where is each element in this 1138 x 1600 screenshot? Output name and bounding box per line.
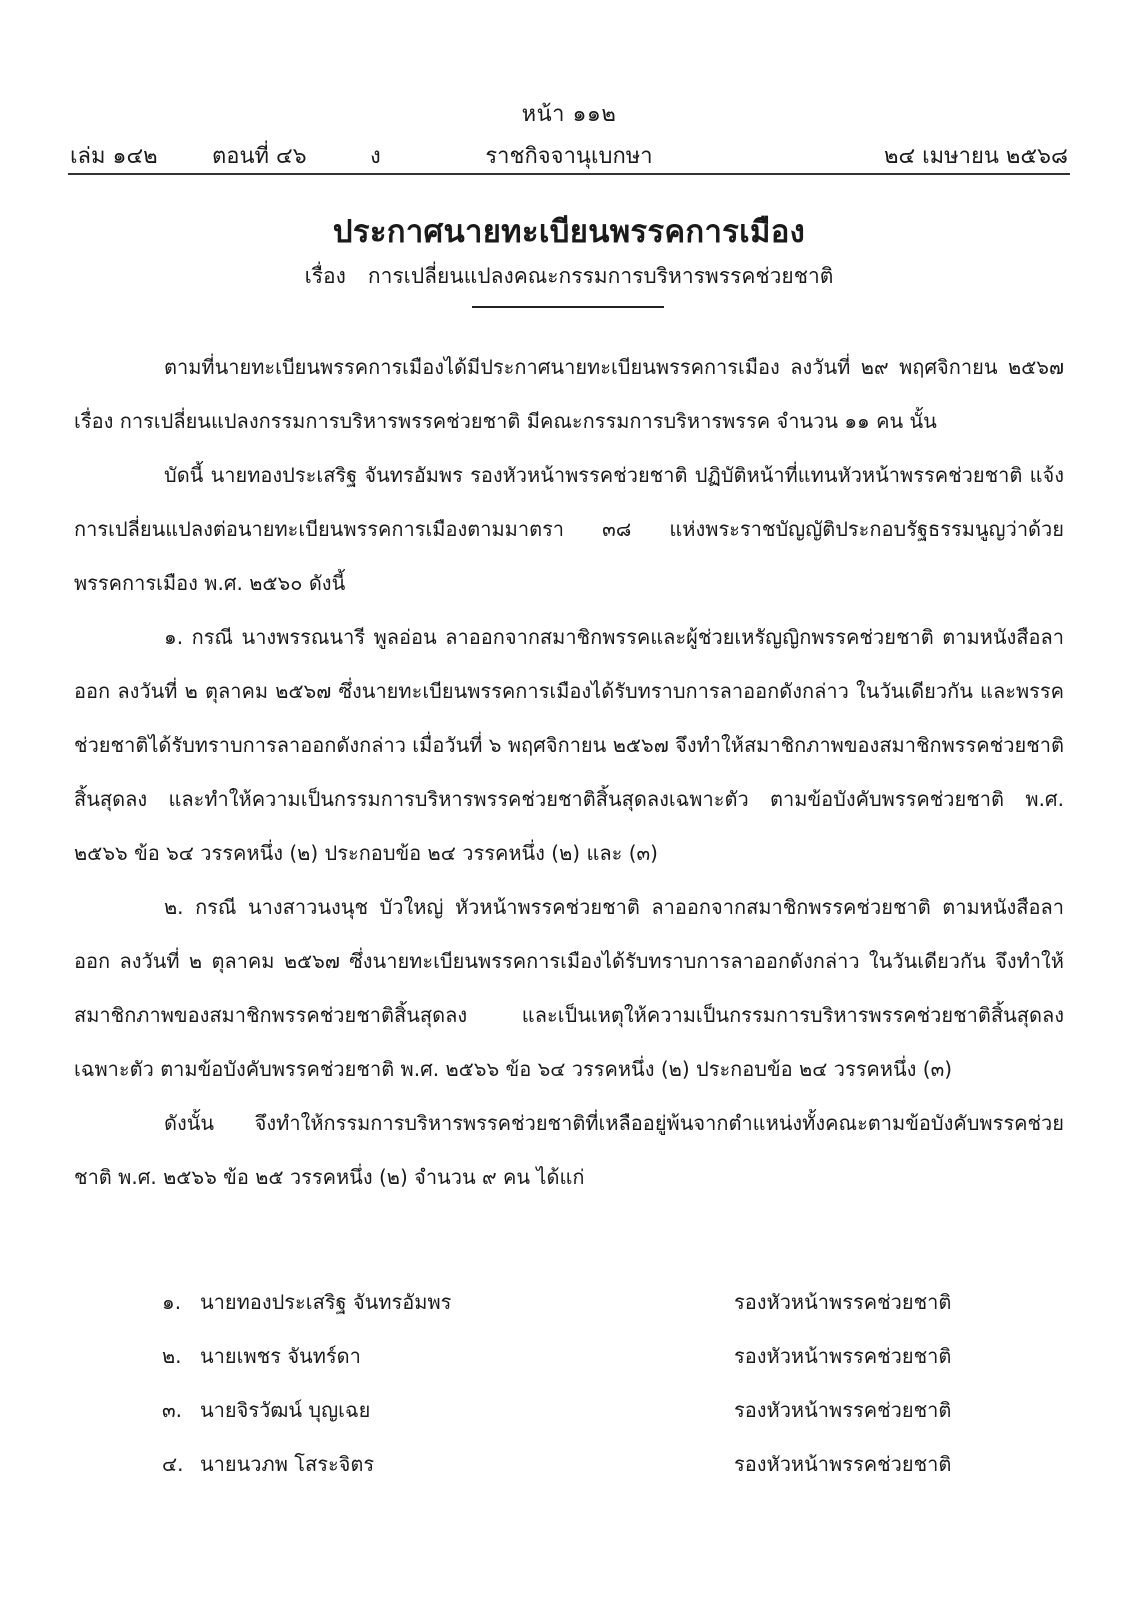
member-number: ๔.	[162, 1452, 184, 1476]
gazette-name: ราชกิจจานุเบกษา	[485, 144, 653, 169]
paragraph-conclusion: ดังนั้น จึงทำให้กรรมการบริหารพรรคช่วยชาติที่เหลืออยู่พ้นจากตำแหน่งทั้งคณะตามข้อบังคับพรรคช่วยชาติ พ.ศ. ๒๕๖๖ ข้อ ๒๕ วรรคหนึ่ง (๒) จำนวน ๙ คน ได้แก่	[74, 1111, 1064, 1189]
list-item	[0, 1448, 1138, 1488]
volume-number: เล่ม ๑๔๒	[70, 144, 158, 169]
issue-number: ตอนที่ ๔๖	[212, 144, 307, 169]
member-number: ๒.	[162, 1344, 182, 1368]
title-divider	[472, 306, 664, 308]
announcement-body	[74, 340, 1064, 1204]
member-name: นายทองประเสริฐ จันทรอัมพร	[200, 1290, 452, 1314]
subject-label: เรื่อง	[304, 264, 346, 288]
member-position: รองหัวหน้าพรรคช่วยชาติ	[734, 1290, 952, 1314]
member-name: นายจิรวัฒน์ บุญเฉย	[200, 1398, 371, 1422]
section-letter: ง	[370, 144, 381, 169]
header-divider	[68, 173, 1070, 175]
member-position: รองหัวหน้าพรรคช่วยชาติ	[734, 1398, 952, 1422]
announcement-title: ประกาศนายทะเบียนพรรคการเมือง	[332, 214, 806, 250]
member-name: นายนวภพ โสระจิตร	[200, 1452, 375, 1476]
gazette-header	[70, 138, 1068, 168]
member-number: ๓.	[162, 1398, 183, 1422]
list-item	[0, 1340, 1138, 1380]
member-position: รองหัวหน้าพรรคช่วยชาติ	[734, 1452, 952, 1476]
paragraph-case-1: ๑. กรณี นางพรรณนารี พูลอ่อน ลาออกจากสมาชิกพรรคและผู้ช่วยเหรัญญิกพรรคช่วยชาติ ตามหนังสือลาออก ลงวันที่ ๒ ตุลาคม ๒๕๖๗ ซึ่งนายทะเบียนพรรคการเมืองได้รับทราบการลาออกดังกล่าว ในวันเดียวกัน และพรรคช่วยชาติได้รับทราบการลาออกดังกล่าว เมื่อวันที่ ๖ พฤศจิกายน ๒๕๖๗ จึงทำให้สมาชิกภาพของสมาชิกพรรคช่วยชาติสิ้นสุดลง และทำให้ความเป็นกรรมการบริหารพรรคช่วยชาติสิ้นสุดลงเฉพาะตัว ตามข้อบังคับพรรคช่วยชาติ พ.ศ. ๒๕๖๖ ข้อ ๖๔ วรรคหนึ่ง (๒) ประกอบข้อ ๒๔ วรรคหนึ่ง (๒) และ (๓)	[74, 625, 1064, 865]
paragraph-case-2: ๒. กรณี นางสาวนงนุช บัวใหญ่ หัวหน้าพรรคช่วยชาติ ลาออกจากสมาชิกพรรคช่วยชาติ ตามหนังสือลาออก ลงวันที่ ๒ ตุลาคม ๒๕๖๗ ซึ่งนายทะเบียนพรรคการเมืองได้รับทราบการลาออกดังกล่าว ในวันเดียวกัน จึงทำให้สมาชิกภาพของสมาชิกพรรคช่วยชาติสิ้นสุดลง และเป็นเหตุให้ความเป็นกรรมการบริหารพรรคช่วยชาติสิ้นสุดลงเฉพาะตัว ตามข้อบังคับพรรคช่วยชาติ พ.ศ. ๒๕๖๖ ข้อ ๖๔ วรรคหนึ่ง (๒) ประกอบข้อ ๒๔ วรรคหนึ่ง (๓)	[74, 895, 1064, 1081]
paragraph-notification: บัดนี้ นายทองประเสริฐ จันทรอัมพร รองหัวหน้าพรรคช่วยชาติ ปฏิบัติหน้าที่แทนหัวหน้าพรรคช่วยชาติ แจ้งการเปลี่ยนแปลงต่อนายทะเบียนพรรคการเมืองตามมาตรา ๓๘ แห่งพระราชบัญญัติประกอบรัฐธรรมนูญว่าด้วยพรรคการเมือง พ.ศ. ๒๕๖๐ ดังนี้	[74, 463, 1064, 595]
member-name: นายเพชร จันทร์ดา	[200, 1344, 361, 1368]
subject-text: การเปลี่ยนแปลงคณะกรรมการบริหารพรรคช่วยชาติ	[367, 264, 834, 288]
member-number: ๑.	[162, 1290, 182, 1314]
member-position: รองหัวหน้าพรรคช่วยชาติ	[734, 1344, 952, 1368]
paragraph-intro: ตามที่นายทะเบียนพรรคการเมืองได้มีประกาศนายทะเบียนพรรคการเมือง ลงวันที่ ๒๙ พฤศจิกายน ๒๕๖๗ เรื่อง การเปลี่ยนแปลงกรรมการบริหารพรรคช่วยชาติ มีคณะกรรมการบริหารพรรค จำนวน ๑๑ คน นั้น	[74, 355, 1064, 433]
publication-date: ๒๔ เมษายน ๒๕๖๘	[883, 144, 1068, 169]
page-number: หน้า ๑๑๒	[521, 102, 617, 127]
list-item	[0, 1394, 1138, 1434]
list-item	[0, 1286, 1138, 1326]
announcement-subject	[0, 260, 1138, 293]
